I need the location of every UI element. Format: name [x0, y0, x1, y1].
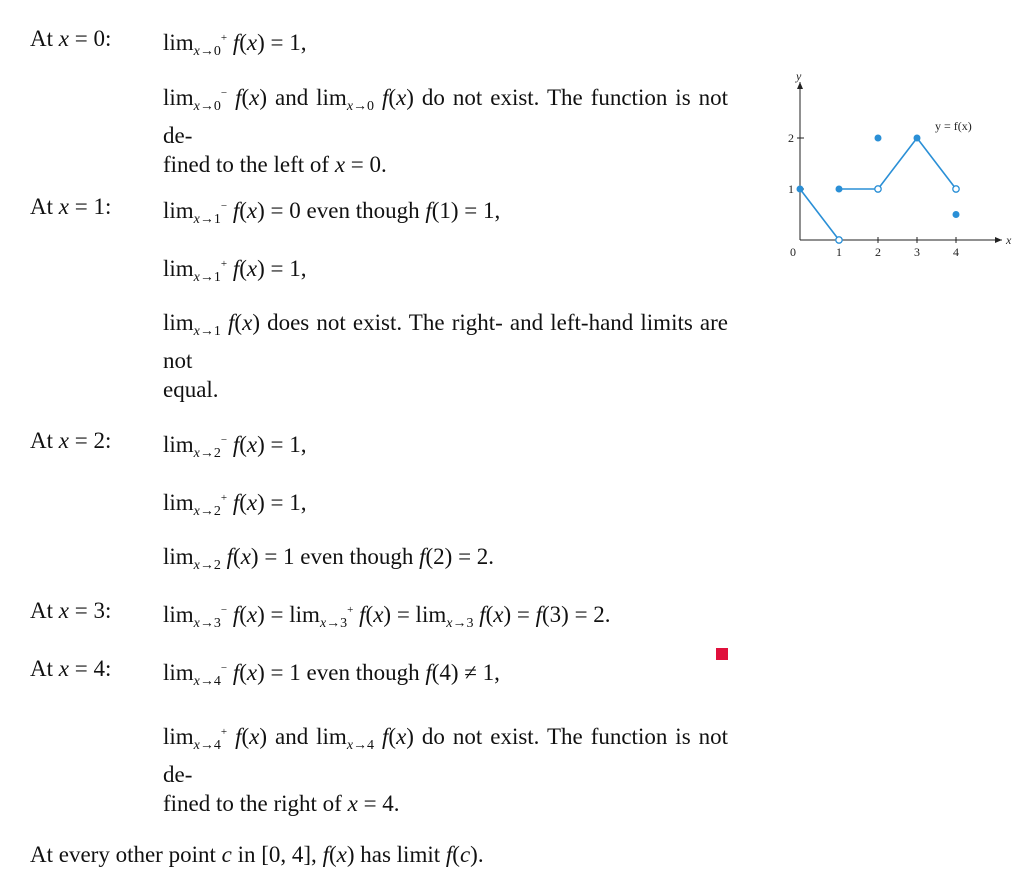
- function-graph: [780, 68, 1012, 264]
- filled-point-1: [836, 186, 843, 193]
- x0-nonexistence: $\lim_{x\to 0}^- f(x)$ and $\lim_{x\to 0} f(x)$ do not exist. The function is not de- fined to the left of x = 0.: [163, 85, 728, 177]
- case-x0: [30, 24, 750, 66]
- x3-limits: $\lim_{x\to 3}^- f(x) = \lim_{x\to 3}^+ f(x) = \lim_{x\to 3} f(x) = f(3) = 2$.: [163, 602, 611, 631]
- case-label-x3: At x = 3:: [30, 598, 112, 623]
- case-label-x0: At x = 0:: [30, 26, 112, 51]
- x-tick-label-1: 1: [836, 245, 842, 259]
- y-axis-label: y: [796, 69, 802, 83]
- x-axis-label: x: [1006, 233, 1012, 247]
- open-point-1: [875, 186, 881, 192]
- segment-0: [800, 189, 839, 240]
- y-axis-arrow: [797, 82, 803, 89]
- open-point-2: [953, 186, 959, 192]
- case-x3: [30, 596, 750, 638]
- case-label-x1: At x = 1:: [30, 194, 112, 219]
- x-tick-label-2: 2: [875, 245, 881, 259]
- graph-points: [797, 135, 960, 244]
- segment-2: [878, 138, 917, 189]
- x-tick-label-4: 4: [953, 245, 959, 259]
- x2-left-limit: $\lim_{x\to 2}^- f(x) = 1$,: [163, 432, 307, 461]
- curve-label: y = f(x): [935, 119, 972, 133]
- x1-left-limit: $\lim_{x\to 1}^- f(x) = 0$ even though f(1) = 1,: [163, 198, 501, 227]
- x1-nonexistence: $\lim_{x\to 1} f(x)$ does not exist. The right- and left-hand limits are not equal.: [163, 310, 729, 402]
- filled-point-3: [914, 135, 921, 142]
- open-point-0: [836, 237, 842, 243]
- graph-axes: [788, 69, 1012, 259]
- case-label-x2: At x = 2:: [30, 428, 112, 453]
- x-axis-arrow: [995, 237, 1002, 243]
- origin-label: 0: [790, 245, 796, 259]
- filled-point-2: [875, 135, 882, 142]
- y-tick-label-1: 1: [788, 182, 794, 196]
- filled-point-0: [797, 186, 804, 193]
- case-x4: [30, 654, 750, 696]
- x4-nonexistence: $\lim_{x\to 4}^+ f(x)$ and $\lim_{x\to 4} f(x)$ do not exist. The function is not de- fined to the right of x = 4.: [163, 724, 728, 816]
- x-tick-label-3: 3: [914, 245, 920, 259]
- x1-right-limit: $\lim_{x\to 1}^+ f(x) = 1$,: [163, 256, 307, 285]
- end-of-proof-mark: [716, 648, 728, 660]
- y-tick-label-2: 2: [788, 131, 794, 145]
- x2-right-limit: $\lim_{x\to 2}^+ f(x) = 1$,: [163, 490, 307, 519]
- graph-svg: [780, 68, 1012, 264]
- x4-left-limit: $\lim_{x\to 4}^- f(x) = 1$ even though f(4) ≠ 1,: [163, 660, 500, 689]
- case-x1: [30, 192, 750, 234]
- filled-point-4: [953, 211, 960, 218]
- segment-3: [917, 138, 956, 189]
- limits-explanation: [30, 24, 750, 869]
- x2-limit: $\lim_{x\to 2} f(x) = 1$ even though f(2) = 2.: [163, 544, 495, 573]
- x0-right-limit: $\lim_{x\to 0}^+ f(x) = 1$,: [163, 30, 307, 59]
- case-x2: [30, 426, 750, 468]
- final-statement: At every other point c in [0, 4], f(x) has limit f(c).: [30, 842, 484, 867]
- case-label-x4: At x = 4:: [30, 656, 112, 681]
